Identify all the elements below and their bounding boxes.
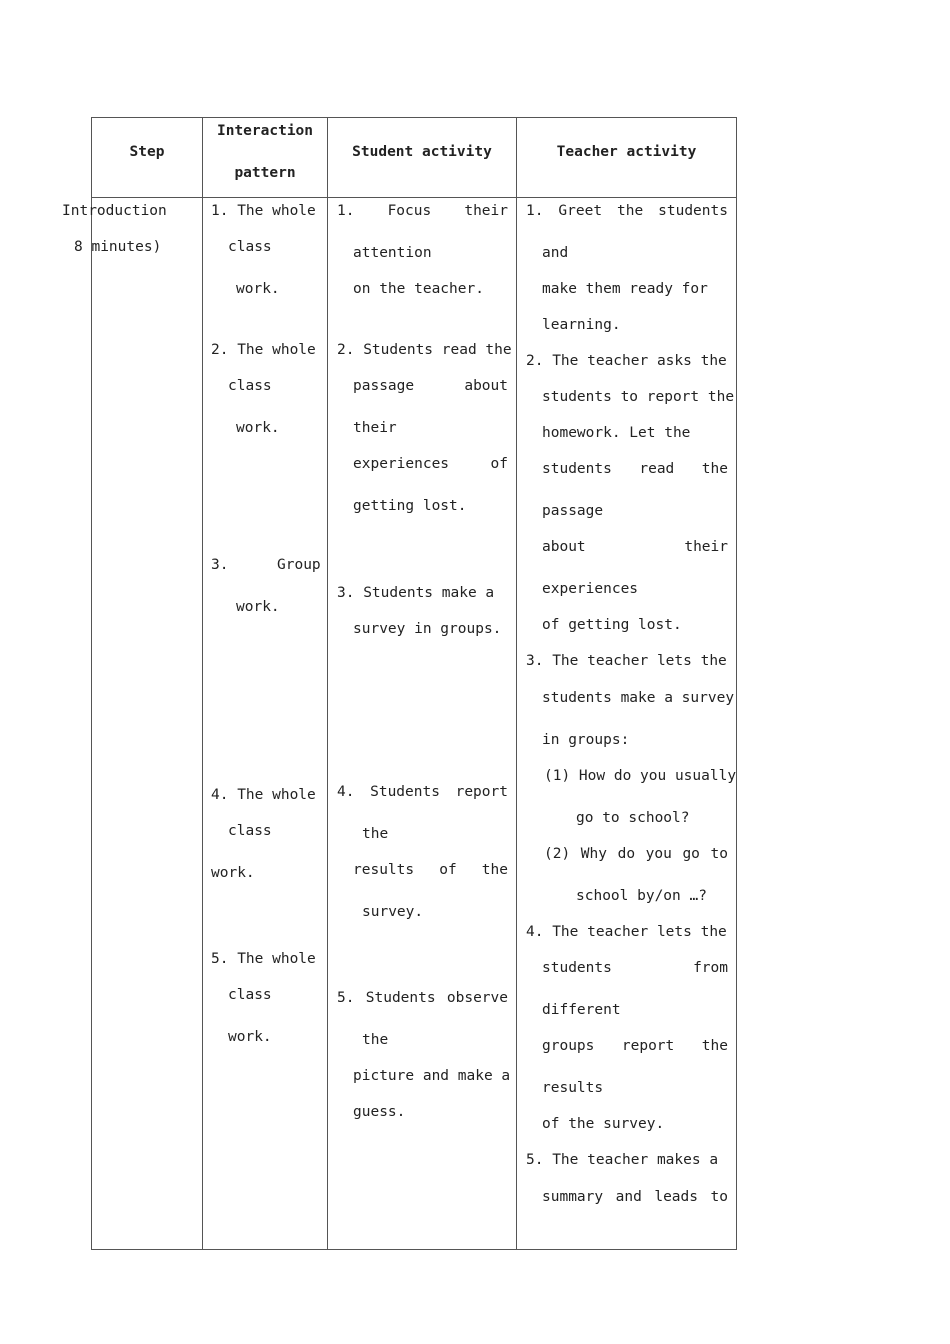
teacher-word: students <box>542 960 612 976</box>
teacher-text: 4. The teacher lets the <box>526 924 727 940</box>
student-word: 5. <box>337 990 355 1006</box>
interaction-text: work. <box>228 1029 272 1045</box>
teacher-word: read <box>639 461 675 477</box>
teacher-text: and <box>542 245 569 261</box>
teacher-text: 2. The teacher asks the <box>526 353 727 369</box>
student-word: experiences <box>353 456 450 472</box>
header-student-activity: Student activity <box>352 144 492 160</box>
student-line <box>353 378 508 394</box>
interaction-text: 4. The whole <box>211 787 316 803</box>
teacher-text: passage <box>542 503 604 519</box>
table-border-top <box>91 117 737 118</box>
student-word: of <box>490 456 508 472</box>
teacher-line <box>542 960 728 976</box>
teacher-line <box>542 1189 728 1205</box>
student-word: results <box>353 862 415 878</box>
teacher-text: go to school? <box>576 810 690 826</box>
teacher-text: make them ready for <box>542 281 708 297</box>
student-word: 4. <box>337 784 355 800</box>
teacher-word: do <box>617 846 636 862</box>
column-divider-1 <box>202 117 203 1250</box>
teacher-text: 3. The teacher lets the <box>526 653 727 669</box>
student-text: on the teacher. <box>353 281 484 297</box>
header-teacher-activity: Teacher activity <box>556 144 697 160</box>
header-interaction-line1: Interaction <box>216 123 314 139</box>
student-word: Students <box>370 784 440 800</box>
header-interaction-line2: pattern <box>234 165 296 181</box>
student-word: observe <box>446 990 508 1006</box>
teacher-text: of the survey. <box>542 1116 665 1132</box>
student-word: the <box>481 862 508 878</box>
teacher-word: Why <box>580 846 607 862</box>
student-word: Students <box>365 990 436 1006</box>
teacher-word: and <box>615 1189 642 1205</box>
student-text: picture and make a <box>353 1068 511 1084</box>
student-word: of <box>439 862 457 878</box>
student-text: the <box>362 1032 389 1048</box>
teacher-word: their <box>684 539 728 555</box>
teacher-word: the <box>701 1038 728 1054</box>
teacher-text: results <box>542 1080 604 1096</box>
student-word: about <box>464 378 508 394</box>
teacher-word: summary <box>542 1189 604 1205</box>
student-text: survey in groups. <box>353 621 502 637</box>
teacher-text: homework. Let the <box>542 425 691 441</box>
teacher-word: leads <box>654 1189 698 1205</box>
teacher-word: to <box>710 1189 728 1205</box>
teacher-word: 1. <box>526 203 544 219</box>
interaction-text: 3. <box>211 557 229 573</box>
interaction-text: Group <box>277 557 321 573</box>
teacher-text: school by/on …? <box>576 888 707 904</box>
interaction-text: class <box>228 823 272 839</box>
teacher-text: 5. The teacher makes a <box>526 1152 719 1168</box>
teacher-word: the <box>701 461 728 477</box>
table-header-divider <box>91 197 737 198</box>
teacher-text: different <box>542 1002 621 1018</box>
student-word: Focus <box>387 203 432 219</box>
student-text: their <box>353 420 397 436</box>
student-text: 3. Students make a <box>337 585 495 601</box>
interaction-text: class <box>228 239 272 255</box>
teacher-text: of getting lost. <box>542 617 682 633</box>
column-divider-2 <box>327 117 328 1250</box>
table-border-bottom <box>91 1249 737 1250</box>
teacher-text: learning. <box>542 317 621 333</box>
student-text: getting lost. <box>353 498 467 514</box>
student-text: 2. Students read the <box>337 342 512 358</box>
teacher-line <box>526 203 728 219</box>
student-word: passage <box>353 378 415 394</box>
interaction-text: work. <box>236 420 280 436</box>
teacher-text: (1) How do you usually <box>544 768 737 784</box>
interaction-text: 5. The whole <box>211 951 316 967</box>
teacher-word: to <box>710 846 728 862</box>
step-name: Introduction <box>62 203 167 219</box>
table-border-left <box>91 117 92 1250</box>
student-text: guess. <box>353 1104 406 1120</box>
student-text: the <box>362 826 389 842</box>
column-divider-3 <box>516 117 517 1250</box>
teacher-word: from <box>693 960 728 976</box>
student-text: attention <box>353 245 432 261</box>
interaction-text: 2. The whole <box>211 342 316 358</box>
teacher-word: students <box>658 203 728 219</box>
teacher-line <box>542 1038 728 1054</box>
table-border-right <box>736 117 737 1250</box>
student-word: their <box>464 203 508 219</box>
teacher-line <box>542 539 728 555</box>
interaction-text: work. <box>236 599 280 615</box>
teacher-word: report <box>621 1038 675 1054</box>
teacher-word: groups <box>542 1038 595 1054</box>
student-line <box>337 203 508 219</box>
teacher-line <box>542 461 728 477</box>
interaction-text: 1. The whole <box>211 203 316 219</box>
student-word: 1. <box>337 203 355 219</box>
teacher-word: (2) <box>544 846 571 862</box>
student-word: report <box>455 784 508 800</box>
teacher-line <box>544 846 728 862</box>
student-line <box>337 990 508 1006</box>
interaction-text: class <box>228 987 272 1003</box>
interaction-text: work. <box>211 865 255 881</box>
teacher-word: students <box>542 461 612 477</box>
student-line <box>353 862 508 878</box>
step-duration: 8 minutes) <box>74 239 162 255</box>
student-text: survey. <box>362 904 424 920</box>
interaction-text: work. <box>236 281 280 297</box>
interaction-text: class <box>228 378 272 394</box>
teacher-word: Greet <box>558 203 603 219</box>
teacher-word: about <box>542 539 586 555</box>
teacher-word: the <box>617 203 644 219</box>
teacher-text: students make a survey <box>542 690 735 706</box>
teacher-text: in groups: <box>542 732 630 748</box>
teacher-word: you <box>645 846 672 862</box>
header-step: Step <box>129 144 165 160</box>
teacher-word: go <box>682 846 700 862</box>
teacher-text: experiences <box>542 581 639 597</box>
teacher-text: students to report the <box>542 389 735 405</box>
student-line <box>353 456 508 472</box>
student-line <box>337 784 508 800</box>
